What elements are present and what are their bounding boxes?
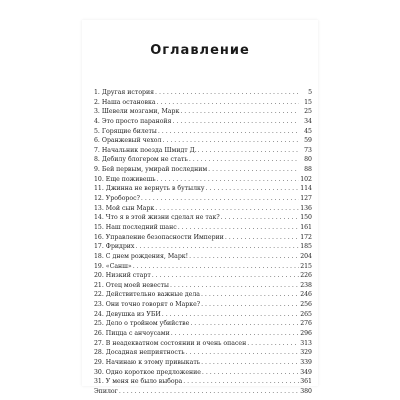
toc-entry-label: Эпилог: [94, 387, 118, 395]
toc-entry: [94, 136, 312, 146]
toc-entry: [94, 242, 312, 252]
toc-entry-page-number: 215: [300, 262, 312, 270]
toc-entry: [94, 233, 312, 243]
toc-entry-page-number: 349: [300, 368, 312, 376]
toc-entry-page-number: 5: [308, 89, 312, 96]
toc-entry-label: 7. Начальник поезда Шмидт Д.: [94, 146, 197, 154]
toc-entry-page-number: 313: [300, 339, 312, 347]
table-of-contents: [94, 88, 312, 397]
toc-entry-page-number: 161: [300, 223, 312, 231]
toc-entry-label: 26. Пицца с анчоусами: [94, 330, 170, 338]
toc-entry-page-number: 172: [300, 233, 312, 241]
toc-entry: [94, 377, 312, 387]
dot-leader: [190, 319, 299, 329]
toc-entry-label: 27. В неадекватном состоянии и очень опасен: [94, 339, 247, 347]
toc-entry-label: 21. Отец моей невесты: [94, 281, 169, 289]
toc-entry: [94, 300, 312, 310]
dot-leader: [157, 98, 299, 108]
toc-entry-page-number: 127: [300, 195, 312, 203]
toc-entry-label: 6. Оранжевый чехол: [94, 137, 162, 145]
toc-entry-label: 15. Наш последний шанс: [94, 223, 177, 231]
toc-entry: [94, 281, 312, 291]
toc-entry-label: 22. Действительно важные дела: [94, 291, 200, 299]
toc-entry-label: 2. Наша остановка: [94, 98, 156, 106]
dot-leader: [247, 339, 299, 349]
dot-leader: [171, 329, 299, 339]
toc-entry-label: 23. Они точно говорят о Марке?: [94, 301, 201, 309]
toc-entry: [94, 348, 312, 358]
toc-entry-page-number: 204: [300, 252, 312, 260]
toc-entry: [94, 98, 312, 108]
dot-leader: [186, 348, 299, 358]
dot-leader: [155, 204, 299, 214]
toc-entry: [94, 387, 312, 397]
toc-entry-page-number: 238: [300, 281, 312, 289]
dot-leader: [152, 271, 299, 281]
toc-entry-page-number: 114: [300, 185, 312, 193]
toc-entry-label: 29. Начинаю к этому привыкать: [94, 358, 201, 366]
toc-entry-page-number: 329: [300, 349, 312, 357]
toc-entry-label: 9. Бей первым, умирай последним: [94, 166, 208, 174]
dot-leader: [155, 88, 299, 98]
toc-entry-label: 20. Низкий старт: [94, 272, 151, 280]
toc-entry-page-number: 150: [300, 214, 312, 222]
page-title: Оглавление: [150, 43, 250, 58]
toc-entry-page-number: 265: [300, 310, 312, 318]
toc-entry: [94, 117, 312, 127]
toc-entry: [94, 175, 312, 185]
toc-entry: [94, 184, 312, 194]
toc-entry-label: 18. С днем рождения, Марк!: [94, 252, 189, 260]
dot-leader: [208, 165, 299, 175]
dot-leader: [162, 136, 299, 146]
toc-entry-page-number: 15: [304, 98, 312, 106]
toc-entry: [94, 252, 312, 262]
toc-entry: [94, 88, 312, 98]
toc-entry: [94, 204, 312, 214]
toc-entry-label: 11. Джинна не вернуть в бутылку: [94, 185, 205, 193]
toc-entry-label: 10. Еще поживешь: [94, 175, 156, 183]
toc-entry-label: 28. Досадная неприятность: [94, 349, 185, 357]
dot-leader: [198, 146, 299, 156]
toc-entry: [94, 146, 312, 156]
toc-entry-page-number: 102: [300, 175, 312, 183]
toc-entry-page-number: 73: [304, 146, 312, 154]
dot-leader: [201, 290, 299, 300]
toc-entry: [94, 107, 312, 117]
toc-entry-label: 5. Горящие билеты: [94, 127, 157, 135]
toc-entry: [94, 339, 312, 349]
toc-entry: [94, 194, 312, 204]
toc-entry: [94, 290, 312, 300]
toc-entry-label: 19. «Санш»: [94, 262, 132, 270]
toc-entry-label: 25. Дело о тройном убийстве: [94, 320, 190, 328]
dot-leader: [162, 310, 299, 320]
toc-entry-page-number: 185: [300, 243, 312, 251]
dot-leader: [119, 387, 299, 397]
toc-entry: [94, 223, 312, 233]
dot-leader: [157, 175, 299, 185]
toc-entry-page-number: 80: [304, 156, 312, 164]
dot-leader: [202, 368, 299, 378]
toc-entry: [94, 271, 312, 281]
dot-leader: [172, 117, 299, 127]
dot-leader: [135, 242, 299, 252]
toc-entry-page-number: 25: [304, 108, 312, 116]
toc-entry: [94, 262, 312, 272]
toc-entry-label: 30. Одно короткое предложение: [94, 368, 201, 376]
toc-entry-page-number: 276: [300, 320, 312, 328]
toc-entry-page-number: 88: [304, 166, 312, 174]
dot-leader: [183, 377, 299, 387]
dot-leader: [201, 358, 299, 368]
toc-entry-label: 8. Дебилу блогером не стать: [94, 156, 188, 164]
dot-leader: [201, 300, 299, 310]
toc-entry-page-number: 361: [300, 378, 312, 386]
toc-entry-page-number: 296: [300, 330, 312, 338]
toc-entry-page-number: 226: [300, 272, 312, 280]
toc-entry-label: 24. Девушка из УБИ: [94, 310, 161, 318]
toc-entry-label: 1. Другая история: [94, 89, 155, 96]
dot-leader: [133, 262, 299, 272]
toc-entry-label: 14. Что я в этой жизни сделал не так?: [94, 214, 220, 222]
dot-leader: [221, 213, 299, 223]
dot-leader: [158, 127, 299, 137]
toc-entry-page-number: 45: [304, 127, 312, 135]
toc-entry-label: 31. У меня не было выбора: [94, 378, 183, 386]
toc-entry-label: 4. Это просто паранойя: [94, 117, 172, 125]
toc-entry-page-number: 246: [300, 291, 312, 299]
dot-leader: [189, 155, 299, 165]
toc-entry: [94, 155, 312, 165]
toc-entry: [94, 310, 312, 320]
dot-leader: [225, 233, 299, 243]
toc-entry-label: 3. Шевели мозгами, Марк: [94, 108, 180, 116]
toc-entry-page-number: 136: [300, 204, 312, 212]
toc-entry: [94, 368, 312, 378]
dot-leader: [180, 107, 299, 117]
dot-leader: [178, 223, 299, 233]
toc-entry: [94, 127, 312, 137]
toc-entry-page-number: 34: [304, 117, 312, 125]
toc-entry-page-number: 339: [300, 358, 312, 366]
toc-entry: [94, 319, 312, 329]
dot-leader: [206, 184, 299, 194]
toc-entry-label: 16. Управление безопасности Империи: [94, 233, 224, 241]
toc-entry-page-number: 380: [300, 387, 312, 395]
toc-entry: [94, 213, 312, 223]
toc-entry-page-number: 256: [300, 301, 312, 309]
toc-entry-label: 17. Фридрих: [94, 243, 135, 251]
dot-leader: [189, 252, 299, 262]
book-page: [82, 20, 318, 395]
toc-entry-label: 12. Уробороc?: [94, 195, 140, 203]
toc-entry: [94, 329, 312, 339]
dot-leader: [170, 281, 299, 291]
toc-entry-label: 13. Мой сын Марк: [94, 204, 155, 212]
dot-leader: [141, 194, 299, 204]
toc-entry: [94, 358, 312, 368]
toc-entry-page-number: 59: [304, 137, 312, 145]
toc-entry: [94, 165, 312, 175]
